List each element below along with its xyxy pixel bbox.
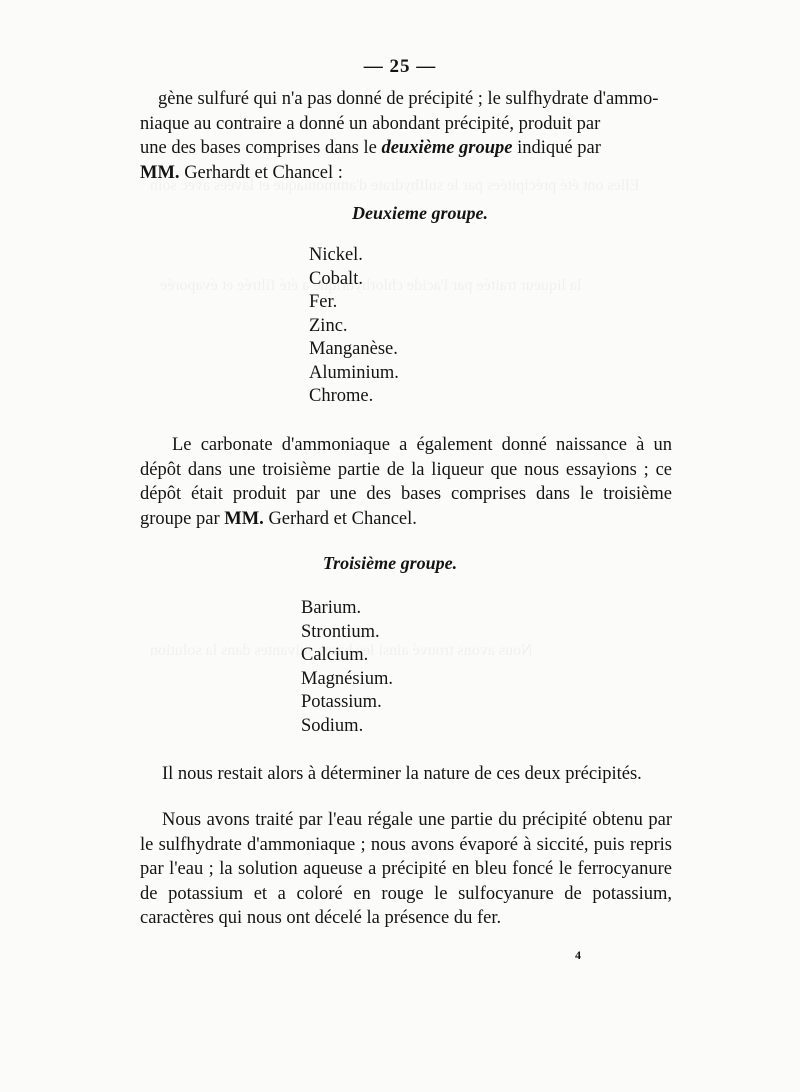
group-2-list xyxy=(309,244,399,409)
list-item: Aluminium. xyxy=(309,362,399,383)
paragraph-analysis: Nous avons traité par l'eau régale une partie du précipité obtenu par le sulfhydrate d'ammoniaque ; nous avons évaporé à siccité, puis repris par l'eau ; la solution aqueuse a précipité en bleu foncé le ferrocyanure de potassium et a coloré en rouge le sulfocyanure de potassium, caractères qui nous ont décelé la présence du fer. xyxy=(140,810,672,928)
group-reference: deuxième groupe xyxy=(381,138,513,158)
paragraph-text: Le carbonate d'ammoniaque a également donné naissance à un dépôt dans une troisième partie de la liqueur que nous essayions ; ce dépôt était produit par une des bases comprises dans le troisième groupe par xyxy=(140,435,672,529)
list-item: Magnésium. xyxy=(301,668,393,689)
list-item: Calcium. xyxy=(301,645,369,665)
paragraph-line: gène sulfuré qui n'a pas donné de précipité ; le sulfhydrate d'ammo- xyxy=(158,89,659,109)
list-item: Zinc. xyxy=(309,315,348,336)
paragraph-line xyxy=(140,136,672,161)
list-item: Manganèse. xyxy=(309,339,398,359)
paragraph-text: Gerhardt et Chancel : xyxy=(179,162,343,183)
paragraph-text: Gerhard et Chancel. xyxy=(263,508,417,529)
paragraph-line: niaque au contraire a donné un abondant précipité, produit par xyxy=(140,113,601,134)
list-item: Potassium. xyxy=(301,692,382,712)
list-item: Chrome. xyxy=(309,386,374,406)
paragraph-carbonate xyxy=(140,433,672,531)
page-number: — 25 — xyxy=(363,56,437,77)
list-item: Cobalt. xyxy=(309,268,363,289)
paragraph-line xyxy=(140,161,672,186)
list-item: Strontium. xyxy=(301,621,380,642)
paragraph-text: une des bases comprises dans le xyxy=(140,138,382,158)
list-item: Sodium. xyxy=(301,715,364,736)
list-item: Nickel. xyxy=(309,245,363,265)
list-item: Fer. xyxy=(309,292,338,312)
paragraph-intro xyxy=(140,87,672,185)
list-item: Barium. xyxy=(301,598,362,618)
paragraph-determination: Il nous restait alors à déterminer la nature de ces deux précipités. xyxy=(162,764,642,784)
honorific: MM. xyxy=(224,508,264,529)
group-heading-2: Deuxieme groupe. xyxy=(352,203,488,223)
honorific: MM. xyxy=(140,162,180,183)
signature-mark: 4 xyxy=(575,948,581,962)
group-heading-3: Troisième groupe. xyxy=(322,553,458,573)
paragraph-text: indiqué par xyxy=(512,138,601,158)
group-3-list xyxy=(301,597,393,738)
